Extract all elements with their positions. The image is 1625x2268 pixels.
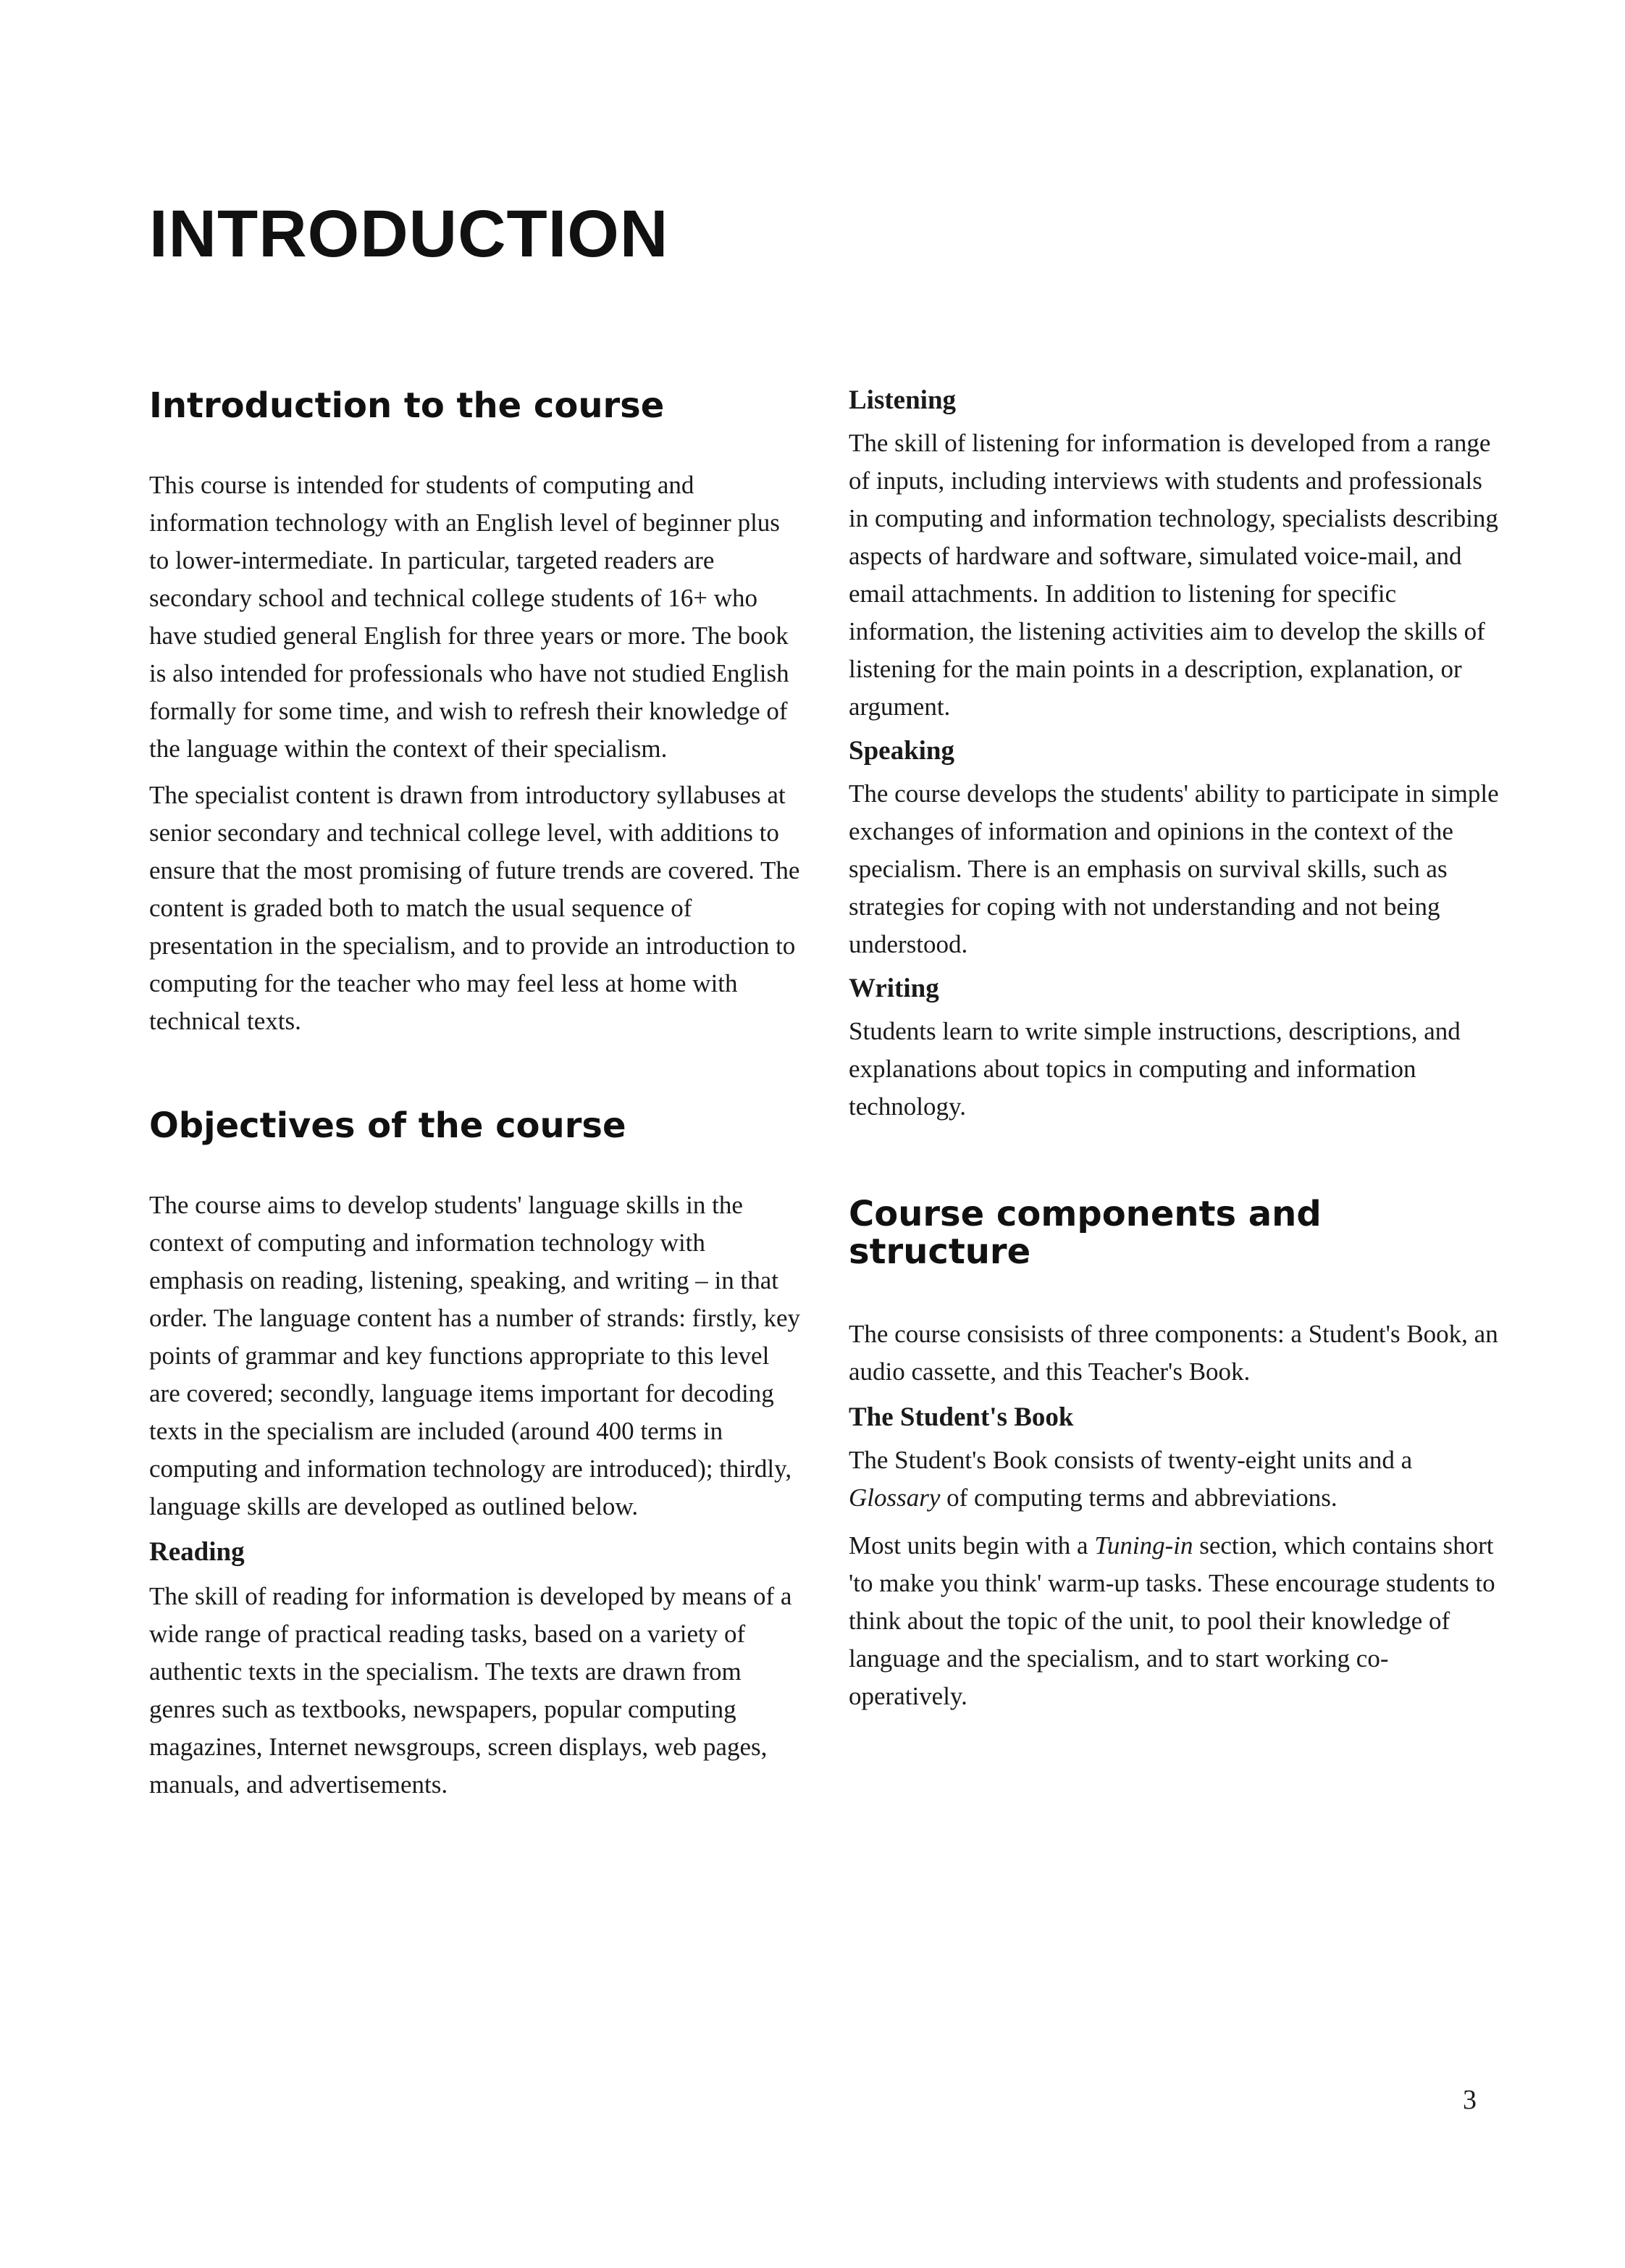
tuning-in-term: Tuning-in — [1094, 1531, 1193, 1560]
components-paragraph: The course consisists of three components: a Student's Book, an audio cassette, and this Teacher's Book. — [849, 1320, 1498, 1386]
intro-course-paragraph-2: The specialist content is drawn from introductory syllabuses at senior secondary and technical college level, with additions to ensure that the most promising of future trends are covered. The content is graded both to match the usual sequence of presentation in the specialism, and to provide an introduction to computing for the teacher who may feel less at home with technical texts. — [149, 781, 800, 1035]
listening-paragraph: The skill of listening for information is developed from a range of inputs, including interviews with students and professionals in computing and information technology, specialists describing aspects of hardware and software, simulated voice-mail, and email attachments. In addition to listening for specific information, the listening activities aim to develop the skills of listening for the main points in a description, explanation, or argument. — [849, 429, 1498, 721]
students-book-paragraph-1 — [849, 1441, 1500, 1517]
students-book-heading: The Student's Book — [849, 1402, 1074, 1432]
reading-heading: Reading — [149, 1537, 245, 1567]
students-book-p1-text-a: The Student's Book consists of twenty-eight units and a — [849, 1446, 1413, 1474]
objectives-paragraph: The course aims to develop students' language skills in the context of computing and information technology with emphasis on reading, listening, speaking, and writing – in that order. The language content has a number of strands: firstly, key points of grammar and key functions appropriate to this level are covered; secondly, language items important for decoding texts in the specialism are included (around 400 terms in computing and information technology are introduced); thirdly, language skills are developed as outlined below. — [149, 1191, 801, 1520]
intro-course-heading: Introduction to the course — [149, 385, 665, 426]
writing-paragraph: Students learn to write simple instructions, descriptions, and explanations about topics in computing and information technology. — [849, 1017, 1461, 1121]
objectives-heading: Objectives of the course — [149, 1105, 626, 1146]
writing-heading: Writing — [849, 974, 939, 1003]
intro-course-paragraph-1: This course is intended for students of computing and information technology with an English level of beginner plus to lower-intermediate. In particular, targeted readers are secondary school and technical college students of 16+ who have studied general English for three years or more. The book is also intended for professionals who have not studied English formally for some time, and wish to refresh their knowledge of the language within the context of their specialism. — [149, 471, 789, 763]
page-title: INTRODUCTION — [149, 197, 669, 271]
students-book-p2-text-b: section, which contains short 'to make you think' warm-up tasks. These encourage students to think about the topic of the unit, to pool their knowledge of language and the specialism, and to start working co-operatively. — [849, 1531, 1495, 1710]
students-book-p1-text-b: of computing terms and abbreviations. — [940, 1484, 1338, 1512]
students-book-paragraph-2 — [849, 1527, 1500, 1715]
listening-heading: Listening — [849, 385, 957, 415]
right-column — [849, 382, 1500, 1715]
reading-paragraph: The skill of reading for information is developed by means of a wide range of practical reading tasks, based on a variety of authentic texts in the specialism. The texts are drawn from genres such as textbooks, newspapers, popular computing magazines, Internet newsgroups, screen displays, web pages, manuals, and advertisements. — [149, 1582, 792, 1799]
speaking-paragraph: The course develops the students' ability to participate in simple exchanges of information and opinions in the context of the specialism. There is an emphasis on survival skills, such as strategies for coping with not understanding and not being understood. — [849, 779, 1499, 958]
glossary-term: Glossary — [849, 1484, 941, 1512]
left-column — [149, 382, 801, 1804]
students-book-p2-text-a: Most units begin with a — [849, 1531, 1095, 1560]
speaking-heading: Speaking — [849, 736, 955, 766]
page-number: 3 — [1463, 2085, 1477, 2115]
components-heading: Course components and structure — [849, 1194, 1322, 1272]
